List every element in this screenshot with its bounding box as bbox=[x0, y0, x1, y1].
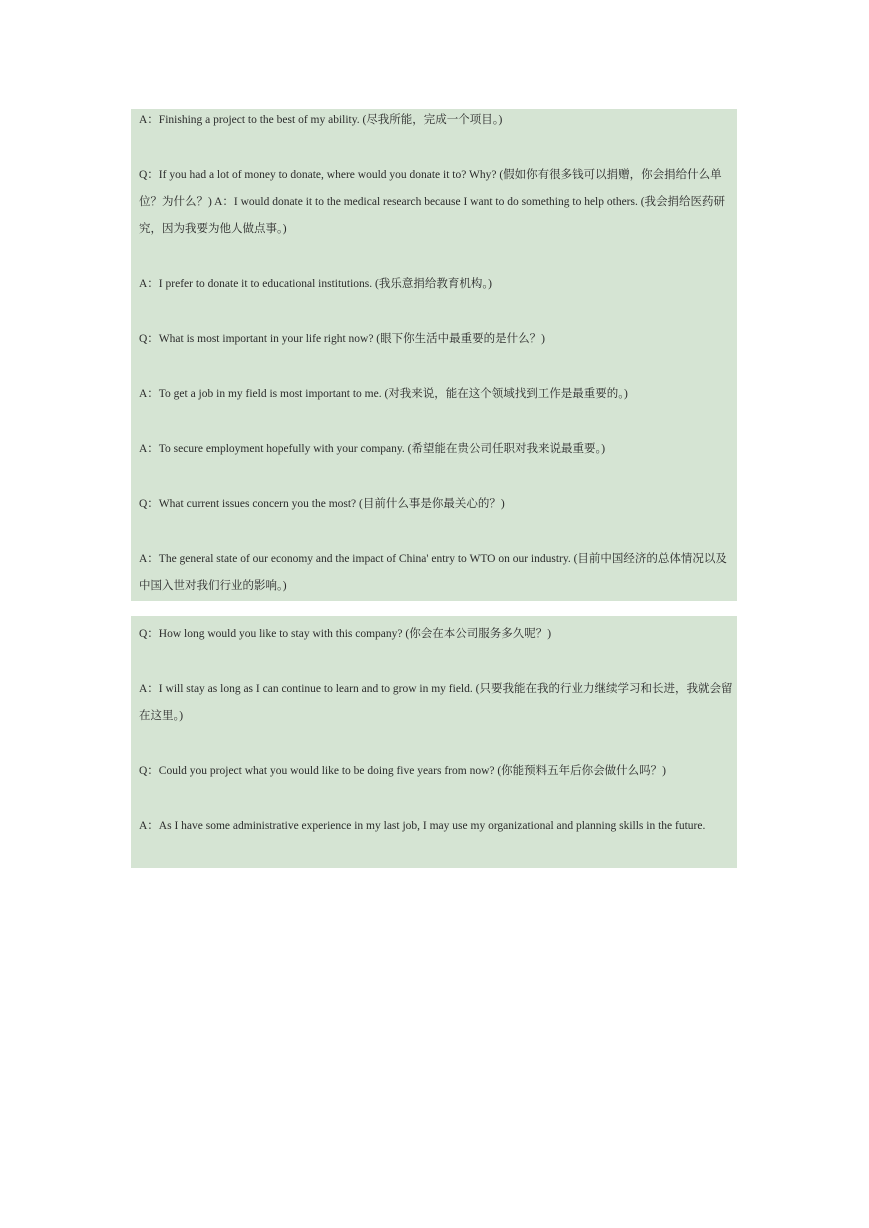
answer-paragraph: A：Finishing a project to the best of my ability. (尽我所能，完成一个项目。) bbox=[139, 114, 503, 126]
qa-block-2 bbox=[131, 616, 737, 868]
question-paragraph: Q：Could you project what you would like to be doing five years from now? (你能预料五年后你会做什么吗？) bbox=[139, 765, 667, 777]
question-paragraph: Q：What is most important in your life right now? (眼下你生活中最重要的是什么？) bbox=[139, 333, 545, 345]
answer-paragraph: A：As I have some administrative experience in my last job, I may use my organizational and planning skills in the future. bbox=[139, 820, 706, 832]
answer-paragraph: A：The general state of our economy and the impact of China' entry to WTO on our industry. (目前中国经济的总体情况以及中国入世对我们行业的影响。) bbox=[139, 553, 727, 592]
answer-paragraph: A：I prefer to donate it to educational institutions. (我乐意捐给教育机构。) bbox=[139, 278, 492, 290]
answer-paragraph: A：I will stay as long as I can continue to learn and to grow in my field. (只要我能在我的行业力继续学习和长进，我就会留在这里。) bbox=[139, 683, 733, 722]
answer-paragraph: A：To secure employment hopefully with your company. (希望能在贵公司任职对我来说最重要。) bbox=[139, 443, 606, 455]
qa-block-1 bbox=[131, 109, 737, 601]
question-paragraph: Q：How long would you like to stay with this company? (你会在本公司服务多久呢？) bbox=[139, 628, 552, 640]
question-paragraph: Q：If you had a lot of money to donate, where would you donate it to? Why? (假如你有很多钱可以捐赠，你会捐给什么单位？为什么？) A：I would donate it to the medical research because I want to do something to help others. (我会捐给医药研究，因为我要为他人做点事。) bbox=[139, 169, 726, 235]
answer-paragraph: A：To get a job in my field is most important to me. (对我来说，能在这个领域找到工作是最重要的。) bbox=[139, 388, 628, 400]
question-paragraph: Q：What current issues concern you the most? (目前什么事是你最关心的？) bbox=[139, 498, 505, 510]
